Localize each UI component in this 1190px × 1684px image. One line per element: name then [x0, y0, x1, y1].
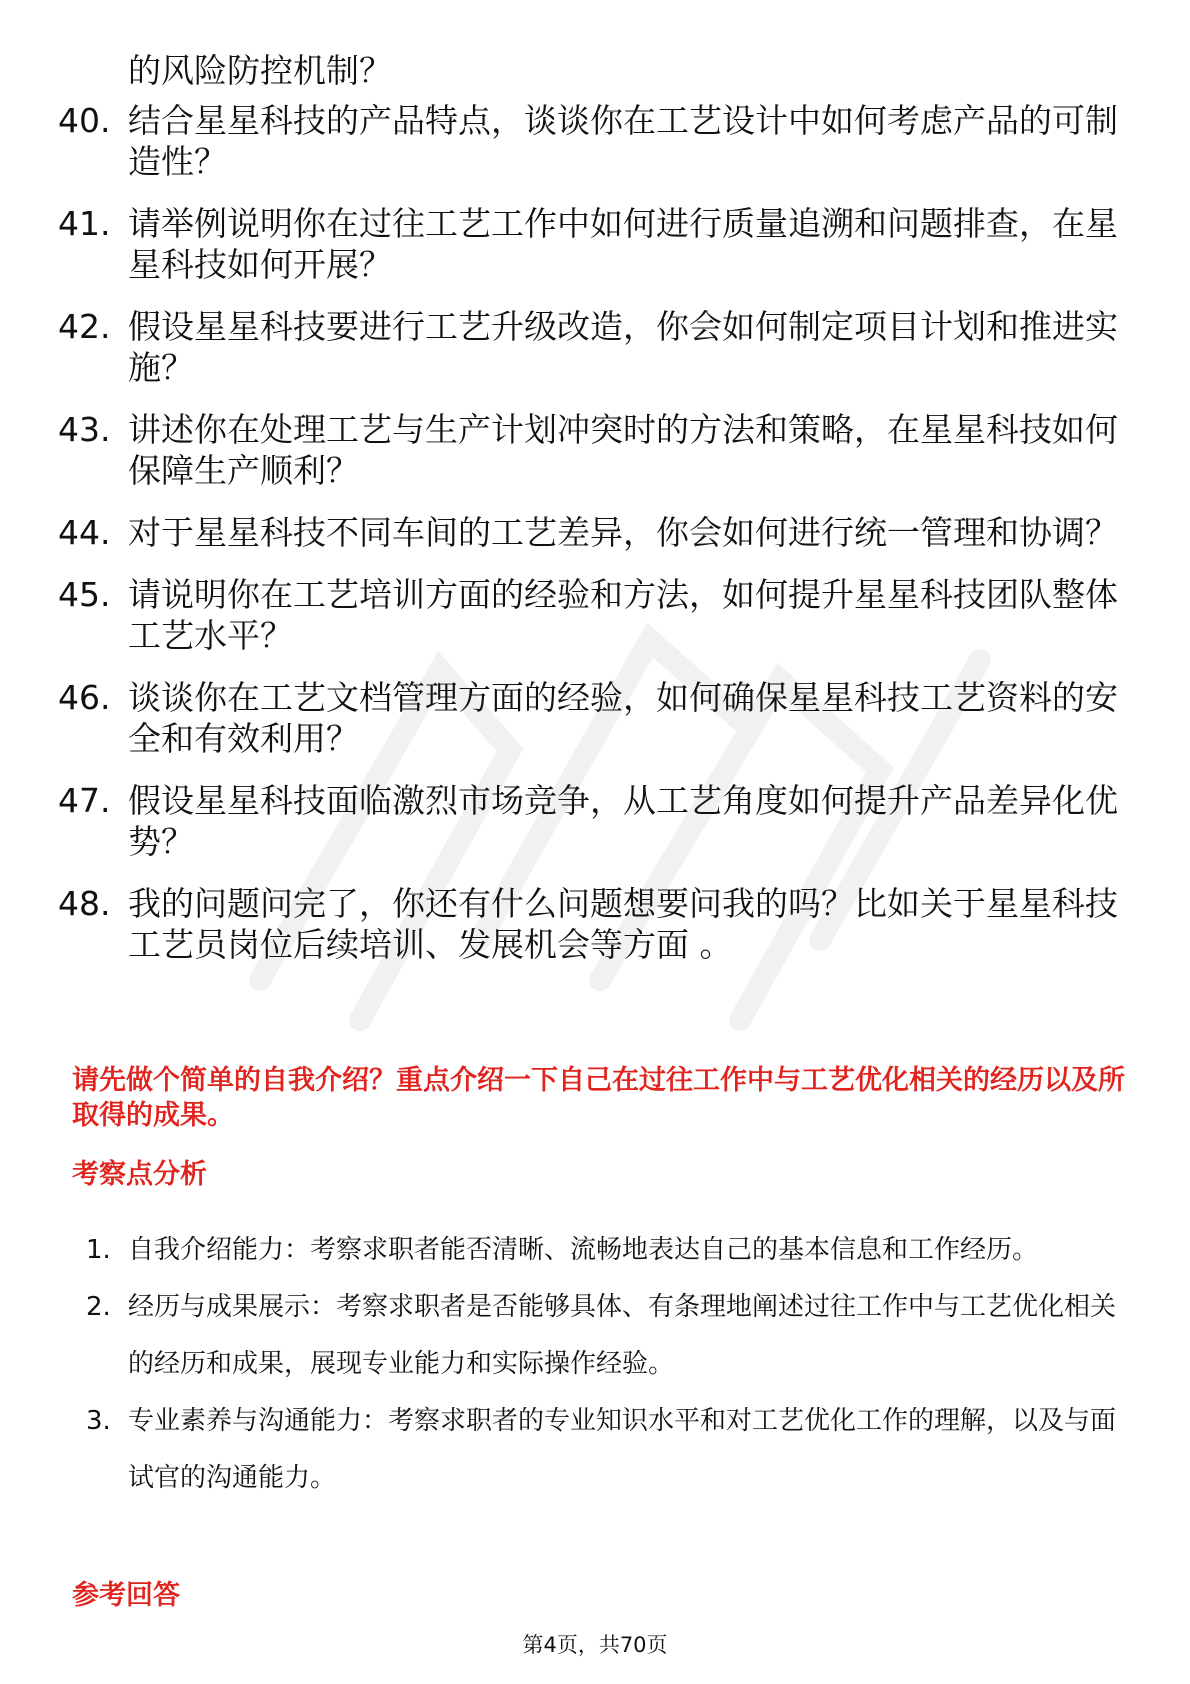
- question-text: 讲述你在处理工艺与生产计划冲突时的方法和策略，在星星科技如何保障生产顺利？: [128, 410, 1118, 490]
- highlighted-question: 请先做个简单的自我介绍？重点介绍一下自己在过往工作中与工艺优化相关的经历以及所取得的成果。: [72, 1065, 1125, 1131]
- analysis-item: [86, 1222, 1126, 1279]
- question-text: 对于星星科技不同车间的工艺差异，你会如何进行统一管理和协调？: [128, 513, 1118, 552]
- question-item: [58, 883, 1118, 965]
- question-text: 谈谈你在工艺文档管理方面的经验，如何确保星星科技工艺资料的安全和有效利用？: [128, 678, 1118, 758]
- analysis-list: [86, 1222, 1126, 1507]
- question-continuation: 的风险防控机制？: [128, 51, 392, 90]
- analysis-text: 经历与成果展示：考察求职者是否能够具体、有条理地阐述过往工作中与工艺优化相关的经历和成果，展现专业能力和实际操作经验。: [128, 1292, 1117, 1379]
- question-number: 42.: [58, 307, 111, 346]
- analysis-text: 专业素养与沟通能力：考察求职者的专业知识水平和对工艺优化工作的理解，以及与面试官的沟通能力。: [128, 1406, 1117, 1493]
- question-text: 请说明你在工艺培训方面的经验和方法，如何提升星星科技团队整体工艺水平？: [128, 575, 1118, 655]
- analysis-heading: 考察点分析: [72, 1159, 207, 1190]
- question-number: 44.: [58, 513, 111, 552]
- analysis-number: 2.: [86, 1292, 111, 1322]
- analysis-item: [86, 1279, 1126, 1393]
- question-number: 45.: [58, 575, 111, 614]
- question-item: [58, 203, 1118, 285]
- question-item: [58, 780, 1118, 862]
- analysis-text: 自我介绍能力：考察求职者能否清晰、流畅地表达自己的基本信息和工作经历。: [128, 1235, 1039, 1265]
- question-item: [58, 574, 1118, 656]
- question-text: 结合星星科技的产品特点，谈谈你在工艺设计中如何考虑产品的可制造性？: [128, 101, 1118, 181]
- analysis-item: [86, 1393, 1126, 1507]
- question-number: 41.: [58, 204, 111, 243]
- reference-heading: 参考回答: [72, 1580, 180, 1611]
- page-number: 第4页，共70页: [522, 1633, 668, 1657]
- question-number: 46.: [58, 678, 111, 717]
- question-number: 43.: [58, 410, 111, 449]
- question-text: 我的问题问完了，你还有什么问题想要问我的吗？比如关于星星科技工艺员岗位后续培训、发展机会等方面 。: [128, 884, 1118, 964]
- question-text: 假设星星科技面临激烈市场竞争，从工艺角度如何提升产品差异化优势？: [128, 781, 1118, 861]
- question-number: 40.: [58, 101, 111, 140]
- question-text: 假设星星科技要进行工艺升级改造，你会如何制定项目计划和推进实施？: [128, 307, 1118, 387]
- question-number: 48.: [58, 884, 111, 923]
- question-text: 请举例说明你在过往工艺工作中如何进行质量追溯和问题排查，在星星科技如何开展？: [128, 204, 1118, 284]
- question-item: [58, 306, 1118, 388]
- analysis-number: 3.: [86, 1406, 111, 1436]
- question-number: 47.: [58, 781, 111, 820]
- question-item: [58, 409, 1118, 491]
- question-item: [58, 677, 1118, 759]
- question-list: [58, 50, 1118, 986]
- analysis-number: 1.: [86, 1235, 111, 1265]
- question-item: [58, 100, 1118, 182]
- question-item: [58, 512, 1118, 553]
